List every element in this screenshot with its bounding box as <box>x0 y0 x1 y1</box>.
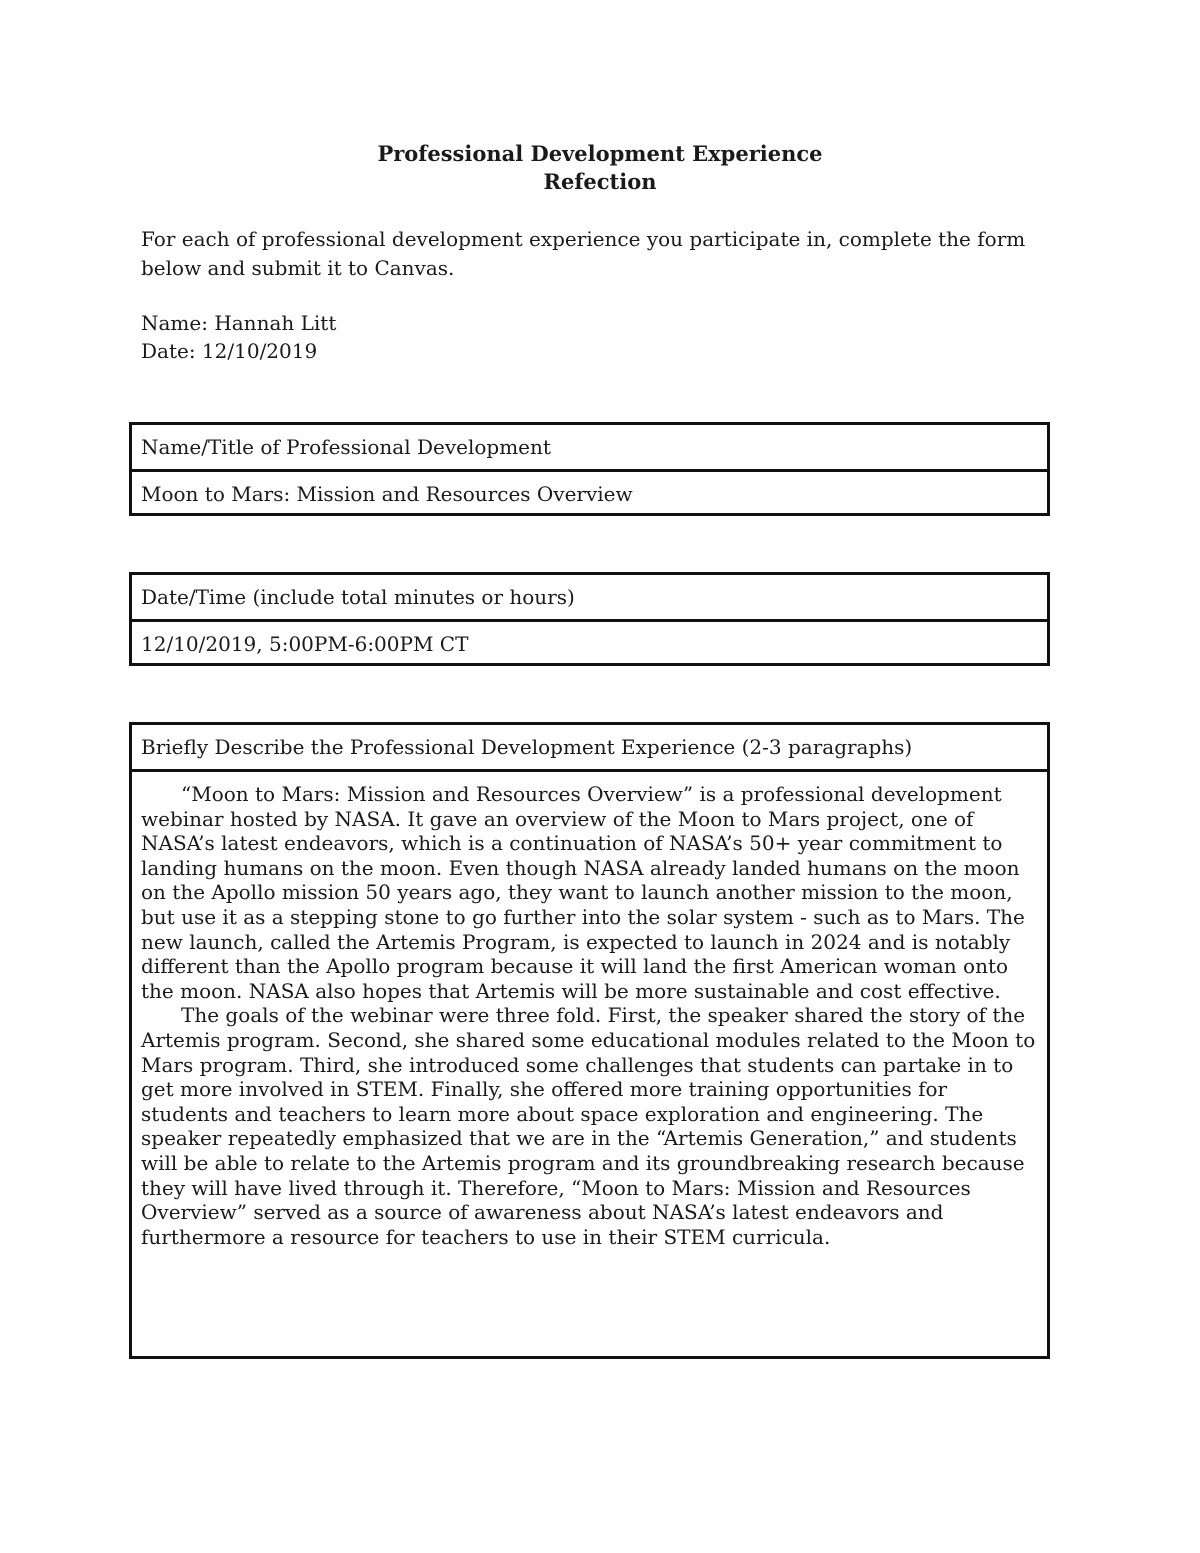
pd-title-value: Moon to Mars: Mission and Resources Overview <box>132 469 1047 513</box>
description-table <box>129 722 1050 1359</box>
date-time-table <box>129 572 1050 666</box>
date-line: Date: 12/10/2019 <box>141 339 318 363</box>
description-paragraph: “Moon to Mars: Mission and Resources Overview” is a professional development webinar hosted by NASA. It gave an overview of the Moon to Mars project, one of NASA’s latest endeavors, which is a continuation of NASA’s 50+ year commitment to landing humans on the moon. Even though NASA already landed humans on the moon on the Apollo mission 50 years ago, they want to launch another mission to the moon, but use it as a stepping stone to go further into the solar system - such as to Mars. The new launch, called the Artemis Program, is expected to launch in 2024 and is notably different than the Apollo program because it will land the first American woman onto the moon. NASA also hopes that Artemis will be more sustainable and cost effective. <box>141 782 1025 1003</box>
document-subtitle: Refection <box>543 169 657 194</box>
date-time-value: 12/10/2019, 5:00PM-6:00PM CT <box>132 619 1047 663</box>
description-body <box>132 769 1047 1249</box>
description-paragraph: The goals of the webinar were three fold. First, the speaker shared the story of the Artemis program. Second, she shared some educational modules related to the Moon to Mars program. Third, she introduced some challenges that students can partake in to get more involved in STEM. Finally, she offered more training opportunities for students and teachers to learn more about space exploration and engineering. The speaker repeatedly emphasized that we are in the “Artemis Generation,” and students will be able to relate to the Artemis program and its groundbreaking research because they will have lived through it. Therefore, “Moon to Mars: Mission and Resources Overview” served as a source of awareness about NASA’s latest endeavors and furthermore a resource for teachers to use in their STEM curricula. <box>141 1003 1036 1249</box>
pd-title-table <box>129 422 1050 516</box>
pd-title-label: Name/Title of Professional Development <box>141 435 551 459</box>
document-title: Professional Development Experience <box>377 141 823 166</box>
date-time-label: Date/Time (include total minutes or hours) <box>141 585 575 609</box>
name-line: Name: Hannah Litt <box>141 311 337 335</box>
intro-instructions: For each of professional development experience you participate in, complete the form below and submit it to Canvas. <box>141 227 1026 280</box>
description-label: Briefly Describe the Professional Development Experience (2-3 paragraphs) <box>141 735 913 759</box>
